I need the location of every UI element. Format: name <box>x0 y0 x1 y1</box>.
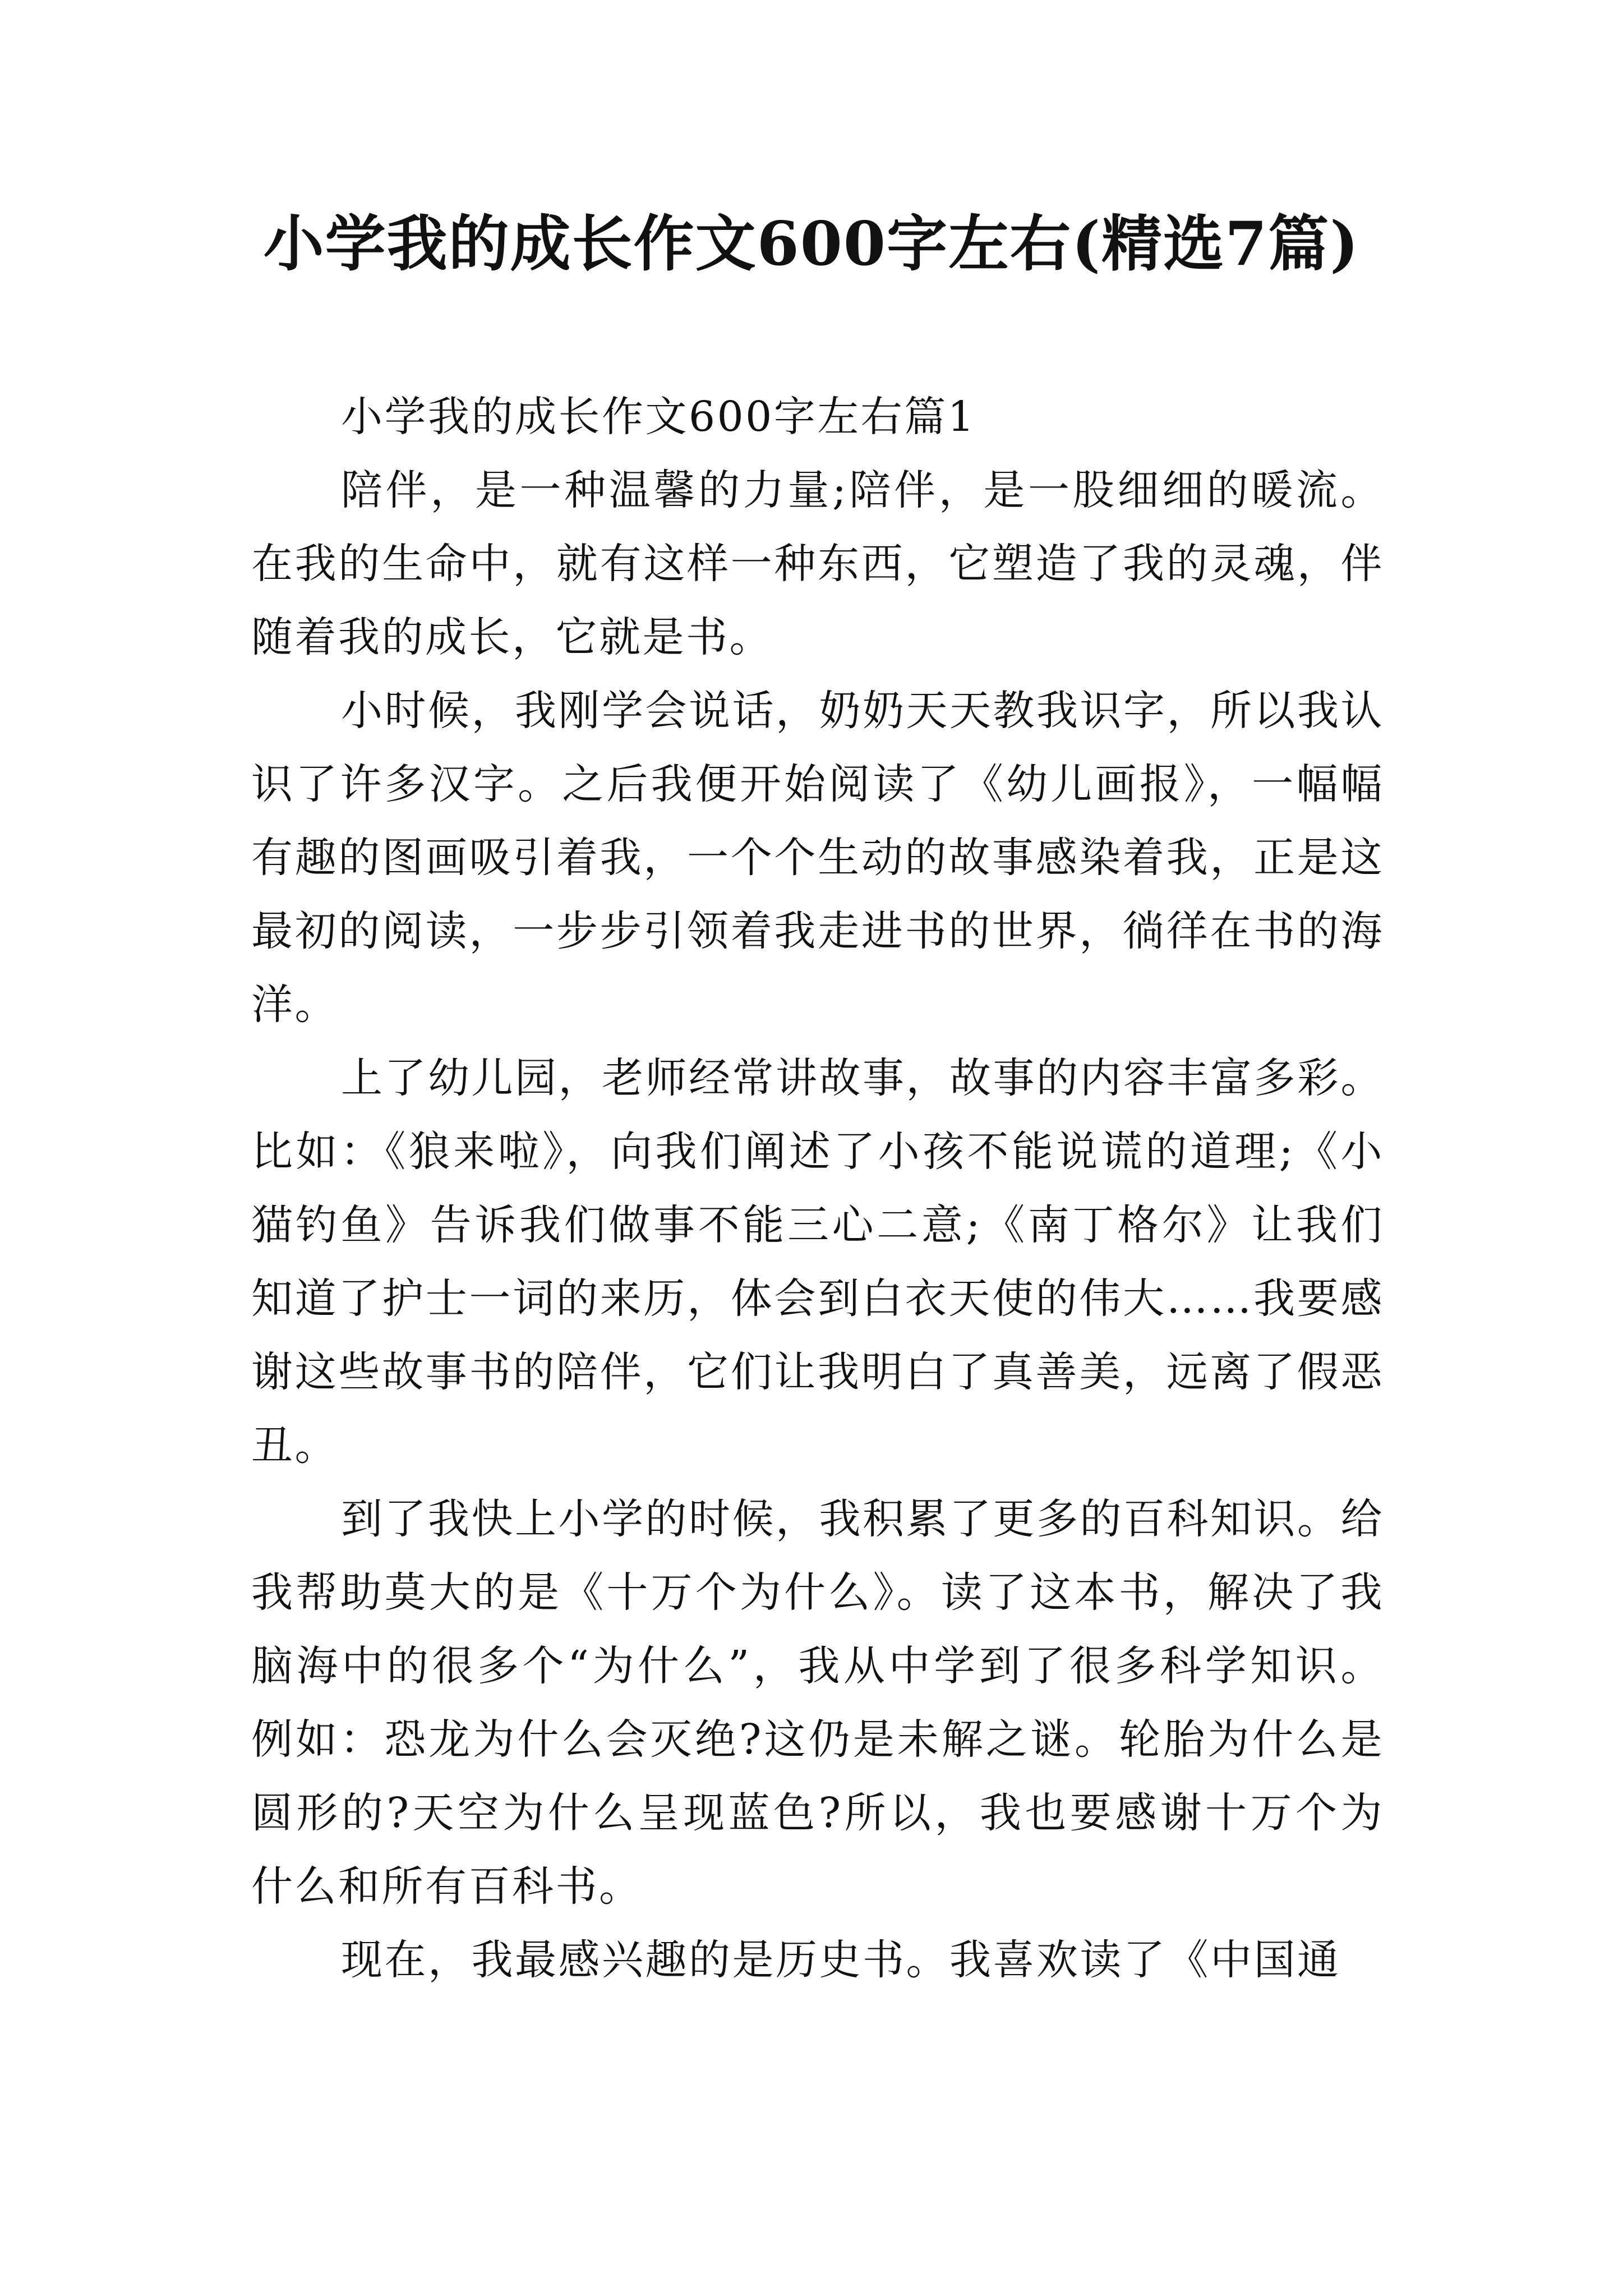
document-body <box>251 380 1384 1997</box>
paragraph-5: 现在，我最感兴趣的是历史书。我喜欢读了《中国通 <box>341 1936 1341 1984</box>
paragraph-1: 陪伴，是一种温馨的力量;陪伴，是一股细细的暖流。在我的生命中，就有这样一种东西，它塑造了我的灵魂，伴随着我的成长，它就是书。 <box>251 466 1384 661</box>
paragraph-4: 到了我快上小学的时候，我积累了更多的百科知识。给我帮助莫大的是《十万个为什么》。读了这本书，解决了我脑海中的很多个“为什么”，我从中学到了很多科学知识。例如：恐龙为什么会灭绝?这仍是未解之谜。轮胎为什么是圆形的?天空为什么呈现蓝色?所以，我也要感谢十万个为什么和所有百科书。 <box>251 1495 1384 1911</box>
document-title: 小学我的成长作文600字左右(精选7篇) <box>263 209 1360 279</box>
paragraph-3: 上了幼儿园，老师经常讲故事，故事的内容丰富多彩。比如：《狼来啦》，向我们阐述了小孩不能说谎的道理;《小猫钓鱼》告诉我们做事不能三心二意;《南丁格尔》让我们知道了护士一词的来历，体会到白衣天使的伟大……我要感谢这些故事书的陪伴，它们让我明白了真善美，远离了假恶丑。 <box>251 1054 1384 1470</box>
paragraph-2: 小时候，我刚学会说话，奶奶天天教我识字，所以我认识了许多汉字。之后我便开始阅读了《幼儿画报》，一幅幅有趣的图画吸引着我，一个个生动的故事感染着我，正是这最初的阅读，一步步引领着我走进书的世界，徜徉在书的海洋。 <box>251 687 1384 1029</box>
section-heading: 小学我的成长作文600字左右篇1 <box>341 393 976 441</box>
